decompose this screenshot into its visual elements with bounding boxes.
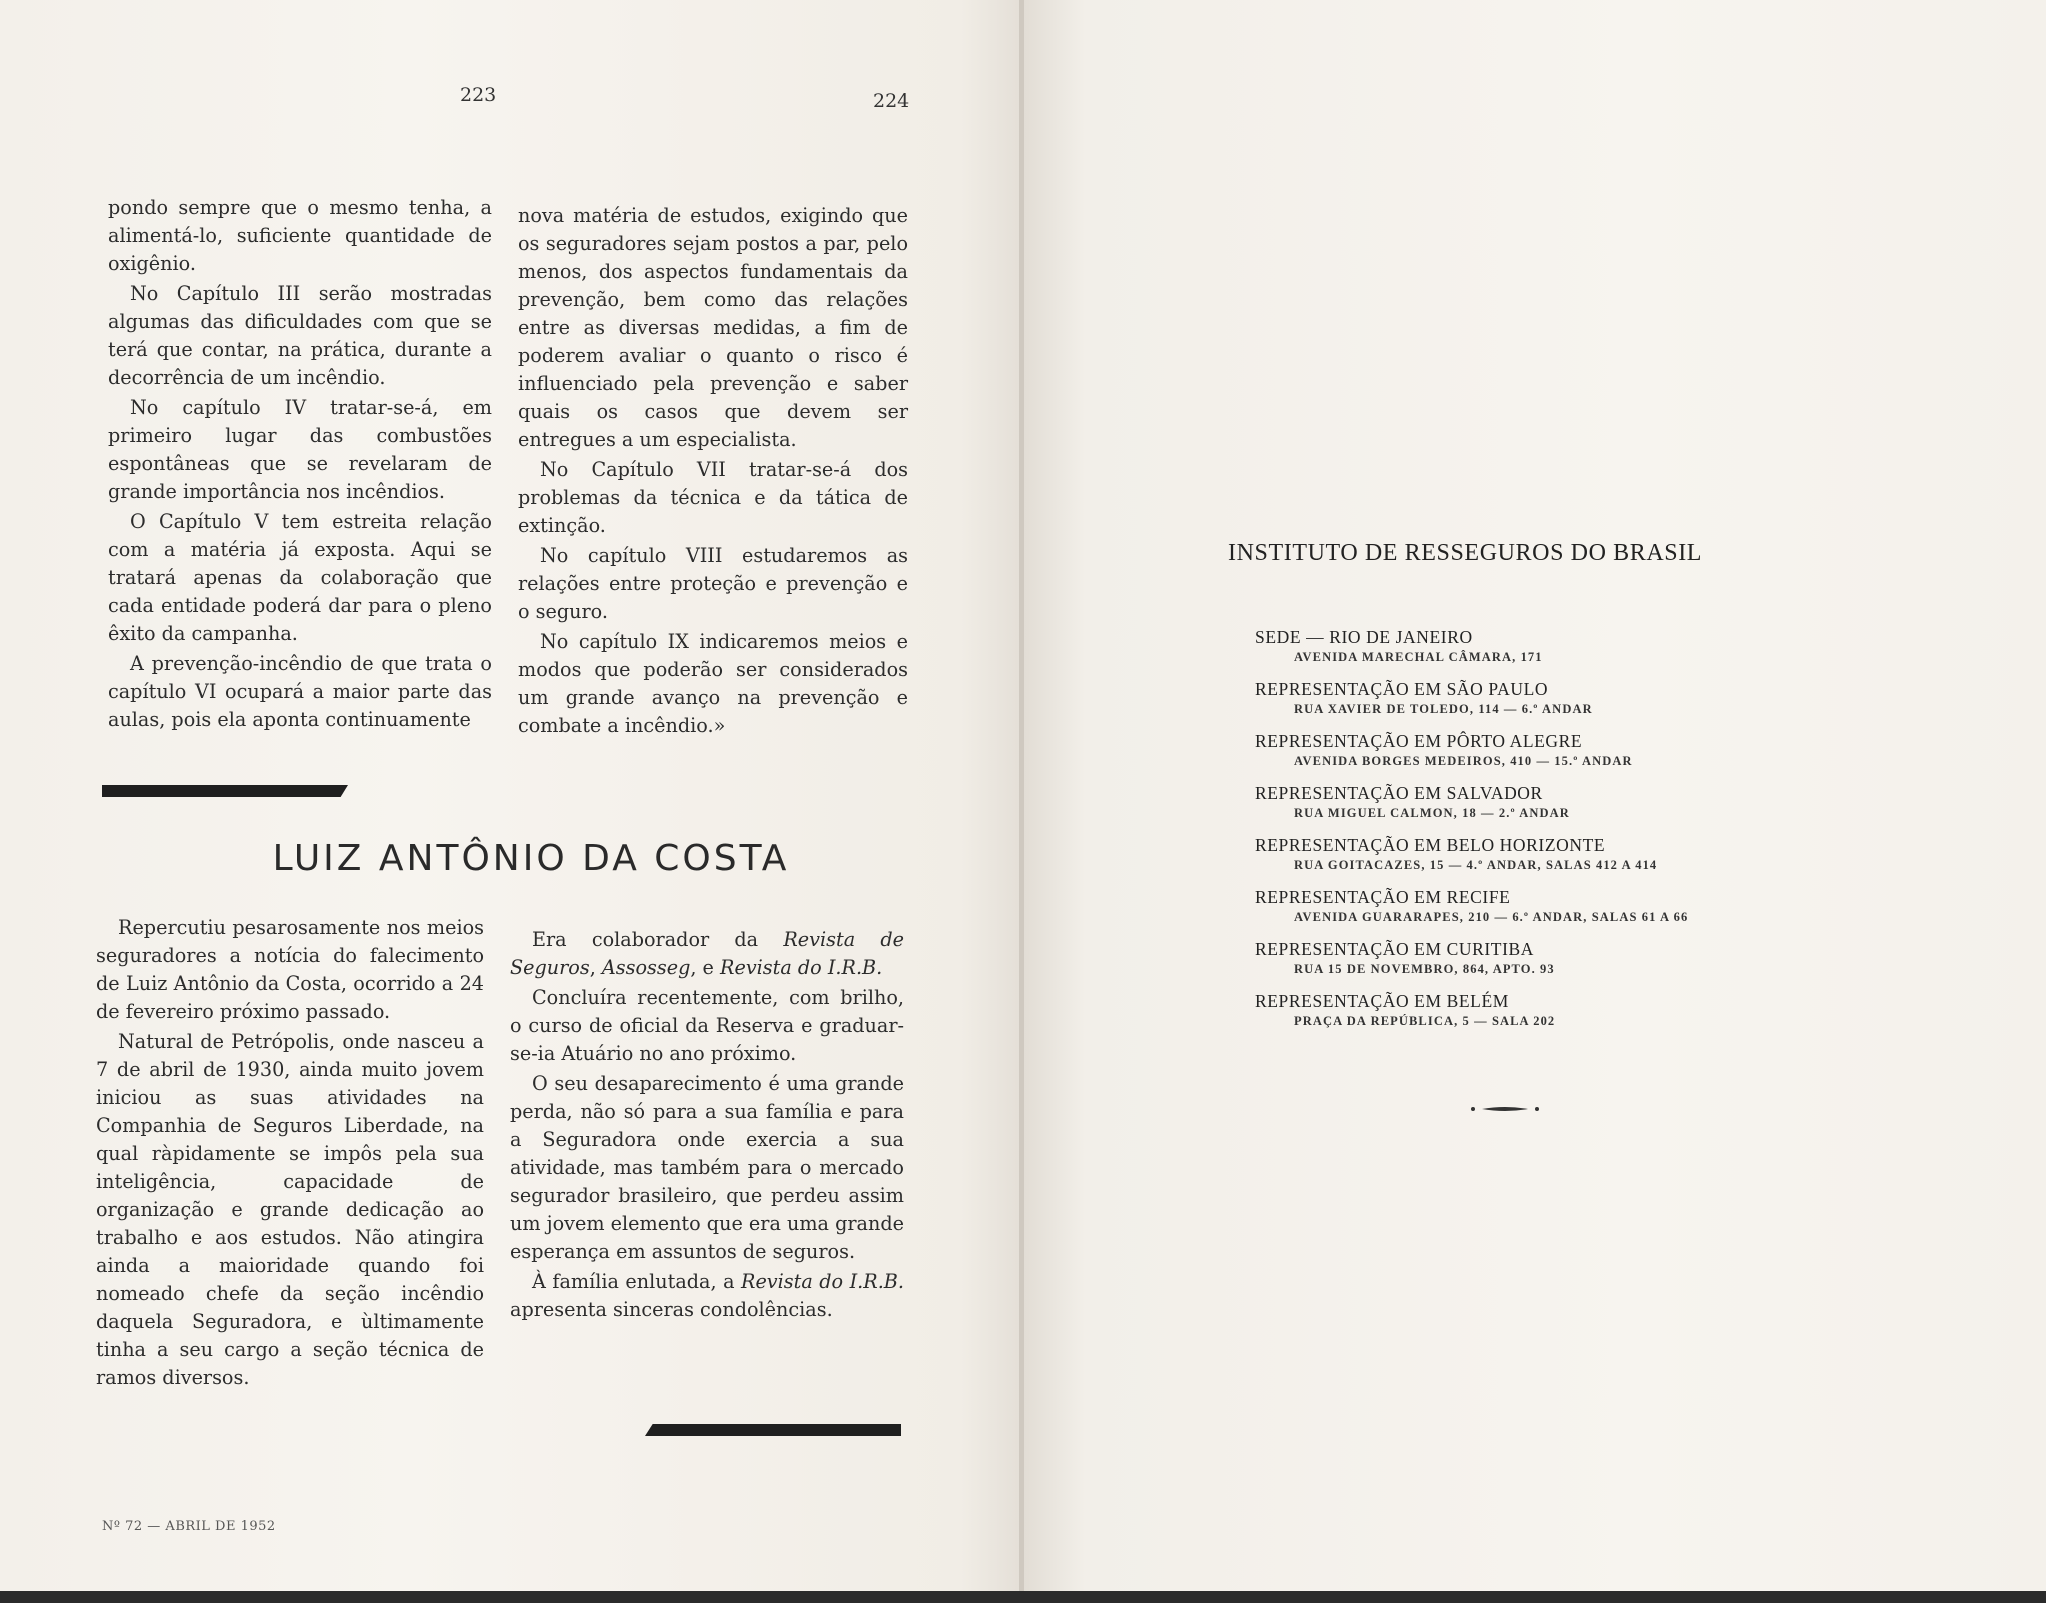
- office-address: AVENIDA MARECHAL CÂMARA, 171: [1294, 650, 1543, 664]
- left-page-spread: [0, 0, 1022, 1603]
- office-address: PRAÇA DA REPÚBLICA, 5 — SALA 202: [1294, 1014, 1556, 1028]
- office-name: REPRESENTAÇÃO EM RECIFE: [1255, 887, 1511, 907]
- paragraph: No capítulo VIII estudaremos as relações entre proteção e prevenção e o seguro.: [518, 544, 908, 623]
- page-number-middle: 224: [873, 90, 910, 112]
- office-entry: [1255, 834, 1688, 874]
- paragraph: No capítulo IV tratar-se-á, em primeiro lugar das combustões espontâneas que se revelaram de grande importância nos incêndios.: [108, 396, 492, 503]
- paragraph: No Capítulo III serão mostradas algumas das dificuldades com que se terá que contar, na prática, durante a decorrência de um incêndio.: [108, 282, 492, 389]
- paragraph: Repercutiu pesarosamente nos meios seguradores a notícia do falecimento de Luiz Antônio da Costa, ocorrido a 24 de fevereiro próximo passado.: [96, 916, 484, 1023]
- office-entry: [1255, 678, 1688, 718]
- office-entry: [1255, 886, 1688, 926]
- office-entry: [1255, 990, 1688, 1030]
- page-number-left: 223: [460, 84, 497, 106]
- obituary-column-1: [96, 914, 484, 1392]
- obituary-title: LUIZ ANTÔNIO DA COSTA: [272, 838, 790, 879]
- office-list: [1255, 626, 1688, 1042]
- office-name: REPRESENTAÇÃO EM CURITIBA: [1255, 939, 1535, 959]
- paragraph: Era colaborador da Revista de Seguros, Assosseg, e Revista do I.R.B.: [510, 928, 905, 979]
- paragraph: A prevenção-incêndio de que trata o capítulo VI ocupará a maior parte das aulas, pois ela aponta continuamente: [108, 652, 492, 731]
- office-entry: [1255, 626, 1688, 666]
- paragraph: Concluíra recentemente, com brilho, o curso de oficial da Reserva e graduar-se-ia Atuário no ano próximo.: [510, 986, 904, 1065]
- paragraph: pondo sempre que o mesmo tenha, a alimentá-lo, suficiente quantidade de oxigênio.: [108, 196, 492, 275]
- office-address: AVENIDA GUARARAPES, 210 — 6.º ANDAR, SALAS 61 A 66: [1294, 910, 1689, 924]
- office-address: AVENIDA BORGES MEDEIROS, 410 — 15.º ANDAR: [1294, 754, 1633, 768]
- office-name: SEDE — RIO DE JANEIRO: [1255, 627, 1473, 647]
- decorative-rule-top: [102, 785, 348, 797]
- office-entry: [1255, 782, 1688, 822]
- office-entry: [1255, 730, 1688, 770]
- paragraph: nova matéria de estudos, exigindo que os seguradores sejam postos a par, pelo menos, dos aspectos fundamentais da prevenção, bem como das relações entre as diversas medidas, a fim de poderem avaliar o quanto o risco é influenciado pela prevenção e saber quais os casos que devem ser entregues a um especialista.: [518, 204, 908, 451]
- office-name: REPRESENTAÇÃO EM BELO HORIZONTE: [1255, 835, 1606, 855]
- office-name: REPRESENTAÇÃO EM SÃO PAULO: [1255, 679, 1549, 699]
- paragraph: No Capítulo VII tratar-se-á dos problemas da técnica e da tática de extinção.: [518, 458, 908, 537]
- office-address: RUA 15 DE NOVEMBRO, 864, APTO. 93: [1294, 962, 1555, 976]
- ornament-divider-icon: [1470, 1104, 1540, 1114]
- paragraph: À família enlutada, a Revista do I.R.B. apresenta sinceras condolências.: [510, 1270, 904, 1321]
- decorative-rule-bottom: [645, 1424, 901, 1436]
- article-column-1: [108, 194, 492, 734]
- office-address: RUA GOITACAZES, 15 — 4.º ANDAR, SALAS 412 A 414: [1294, 858, 1658, 872]
- issue-footer: Nº 72 — ABRIL DE 1952: [102, 1519, 276, 1534]
- institute-title: INSTITUTO DE RESSEGUROS DO BRASIL: [1228, 540, 1703, 566]
- scan-bottom-edge: [0, 1591, 2046, 1603]
- office-address: RUA MIGUEL CALMON, 18 — 2.º ANDAR: [1294, 806, 1570, 820]
- paragraph: No capítulo IX indicaremos meios e modos que poderão ser considerados um grande avanço na prevenção e combate a incêndio.»: [518, 630, 908, 737]
- article-column-2: [518, 202, 908, 740]
- paragraph: O Capítulo V tem estreita relação com a matéria já exposta. Aqui se tratará apenas da colaboração que cada entidade poderá dar para o pleno êxito da campanha.: [108, 510, 492, 645]
- office-name: REPRESENTAÇÃO EM BELÉM: [1255, 991, 1509, 1011]
- office-name: REPRESENTAÇÃO EM PÔRTO ALEGRE: [1255, 731, 1583, 751]
- office-entry: [1255, 938, 1688, 978]
- office-name: REPRESENTAÇÃO EM SALVADOR: [1255, 783, 1543, 803]
- paragraph: Natural de Petrópolis, onde nasceu a 7 de abril de 1930, ainda muito jovem iniciou as suas atividades na Companhia de Seguros Liberdade, na qual ràpidamente se impôs pela sua inteligência, capacidade de organização e grande dedicação ao trabalho e aos estudos. Não atingira ainda a maioridade quando foi nomeado chefe da seção incêndio daquela Seguradora, e ùltimamente tinha a seu cargo a seção técnica de ramos diversos.: [96, 1030, 484, 1389]
- paragraph: O seu desaparecimento é uma grande perda, não só para a sua família e para a Seguradora onde exercia a sua atividade, mas também para o mercado segurador brasileiro, que perdeu assim um jovem elemento que era uma grande esperança em assuntos de seguros.: [510, 1072, 904, 1263]
- office-address: RUA XAVIER DE TOLEDO, 114 — 6.º ANDAR: [1294, 702, 1593, 716]
- obituary-column-2: [510, 926, 904, 1324]
